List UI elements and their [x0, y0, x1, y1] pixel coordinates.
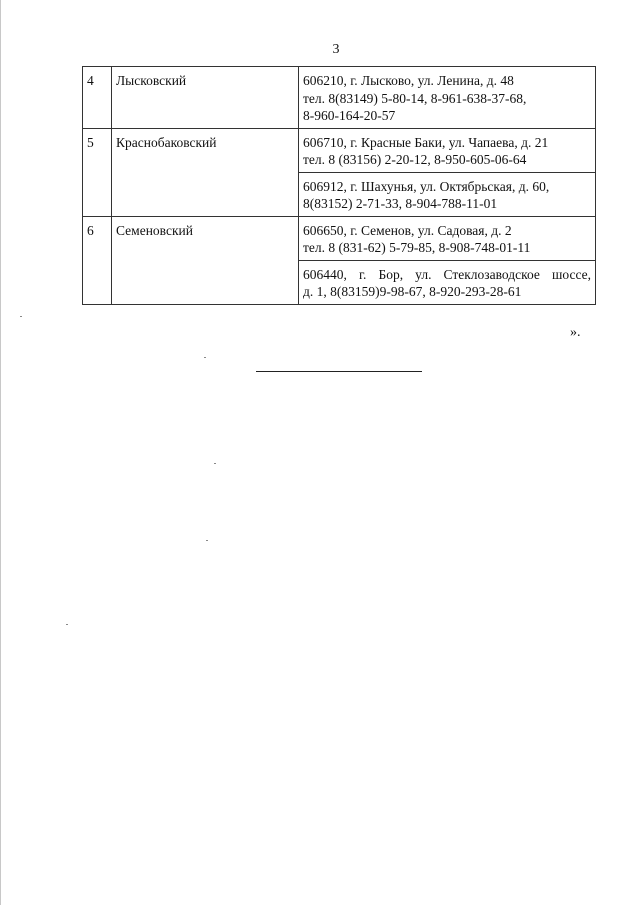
district-name: Краснобаковский [112, 128, 299, 216]
address-line: 8-960-164-20-57 [303, 108, 396, 123]
address-line: 606650, г. Семенов, ул. Садовая, д. 2 [303, 222, 512, 238]
address-line: 606912, г. Шахунья, ул. Октябрьская, д. 60, [303, 178, 550, 194]
page-number: 3 [332, 42, 340, 57]
address-line: тел. 8 (83156) 2-20-12, 8-950-605-06-64 [303, 152, 527, 167]
end-rule [256, 371, 422, 372]
row-number: 4 [83, 67, 112, 129]
district-name: Семеновский [112, 216, 299, 304]
address-line: 606710, г. Красные Баки, ул. Чапаева, д. 21 [303, 134, 549, 150]
address-line: тел. 8 (831-62) 5-79-85, 8-908-748-01-11 [303, 240, 531, 255]
district-name: Лысковский [112, 67, 299, 129]
table-row [83, 216, 596, 260]
scan-edge-line [0, 0, 1, 905]
table-row [83, 67, 596, 129]
address-line: д. 1, 8(83159)9-98-67, 8-920-293-28-61 [303, 284, 522, 299]
address-line: 606210, г. Лысково, ул. Ленина, д. 48 [303, 73, 514, 88]
address-line: тел. 8(83149) 5-80-14, 8-961-638-37-68, [303, 90, 527, 106]
table-row [83, 128, 596, 172]
address-cell [299, 260, 596, 304]
closing-quote: ». [570, 325, 581, 340]
scan-speck [204, 357, 206, 358]
address-cell [299, 67, 596, 129]
scan-speck [20, 316, 22, 317]
row-number: 5 [83, 128, 112, 216]
scan-speck [206, 540, 208, 541]
scan-speck [66, 624, 68, 625]
scan-speck [214, 463, 216, 464]
address-table [82, 66, 596, 305]
address-cell [299, 128, 596, 172]
row-number: 6 [83, 216, 112, 304]
address-cell [299, 216, 596, 260]
address-line: 606440, г. Бор, ул. Стеклозаводское шоссе, [303, 266, 591, 282]
address-line: 8(83152) 2-71-33, 8-904-788-11-01 [303, 196, 498, 211]
address-cell [299, 172, 596, 216]
